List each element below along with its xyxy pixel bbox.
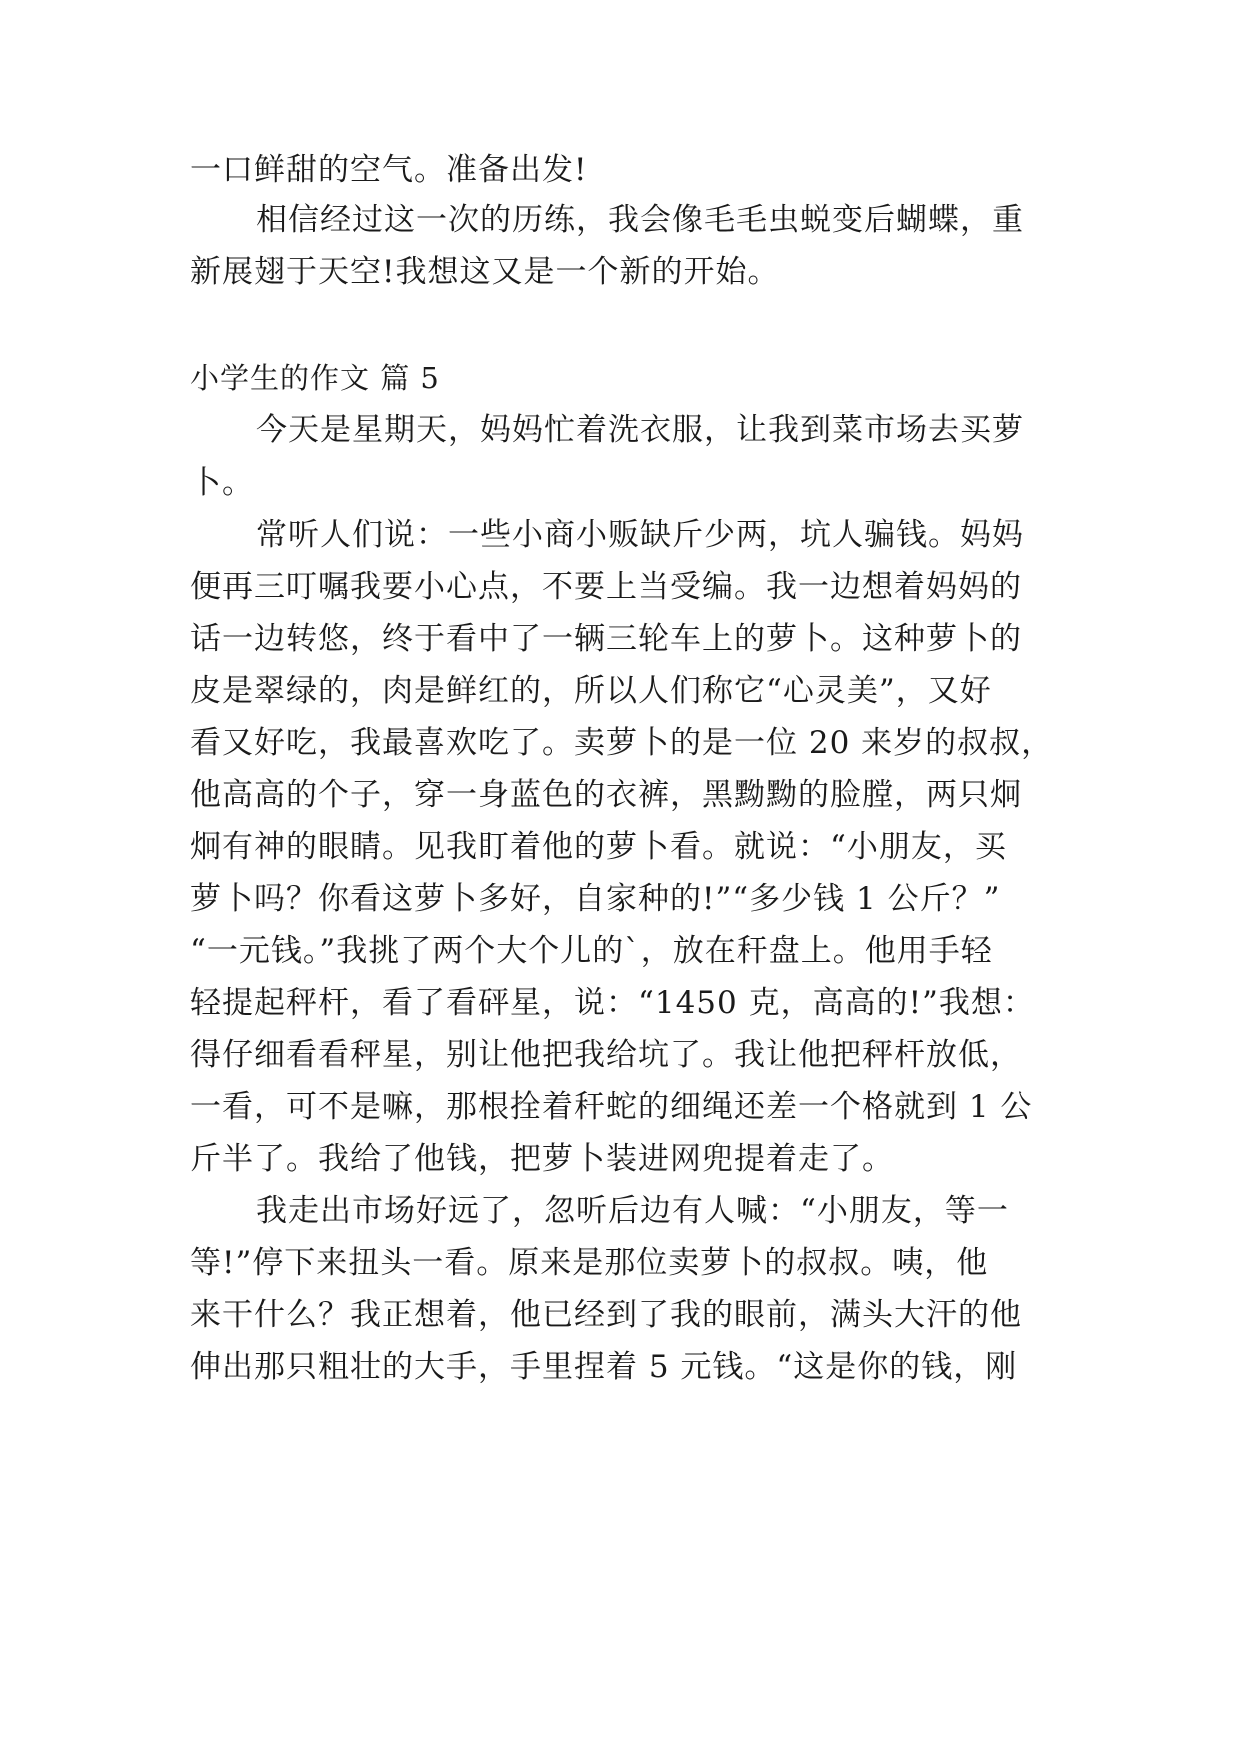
body-line: “一元钱。”我挑了两个大个儿的`，放在秆盘上。他用手轻 [190, 933, 993, 969]
body-line: 我走出市场好远了，忽听后边有人喊：“小朋友，等一 [256, 1193, 1009, 1229]
intro-line-1: 一口鲜甜的空气。准备出发! [190, 152, 588, 188]
body-line: 轻提起秤杆，看了看砰星，说：“1450 克，高高的!”我想： [190, 985, 1035, 1021]
body-line: 斤半了。我给了他钱，把萝卜装进网兜提着走了。 [190, 1141, 894, 1177]
body-line: 话一边转悠，终于看中了一辆三轮车上的萝卜。这种萝卜的 [190, 621, 1022, 657]
body-line: 得仔细看看秤星，别让他把我给坑了。我让他把秤杆放低， [190, 1037, 1022, 1073]
body-line: 看又好吃，我最喜欢吃了。卖萝卜的是一位 20 来岁的叔叔， [190, 725, 1054, 761]
body-line: 卜。 [190, 465, 254, 501]
body-line: 来干什么？我正想着，他已经到了我的眼前，满头大汗的他 [190, 1297, 1022, 1333]
body-line: 常听人们说：一些小商小贩缺斤少两，坑人骗钱。妈妈 [256, 517, 1024, 553]
body-line: 今天是星期天，妈妈忙着洗衣服，让我到菜市场去买萝 [256, 412, 1024, 448]
section-heading: 小学生的作文 篇 5 [190, 361, 440, 395]
body-line: 一看，可不是嘛，那根拴着秆蛇的细绳还差一个格就到 1 公 [190, 1089, 1033, 1125]
body-line: 皮是翠绿的，肉是鲜红的，所以人们称它“心灵美”，又好 [190, 673, 992, 709]
body-line: 萝卜吗？你看这萝卜多好，自家种的!”“多少钱 1 公斤？” [190, 881, 1001, 917]
body-line: 炯有神的眼睛。见我盯着他的萝卜看。就说：“小朋友，买 [190, 829, 1007, 865]
body-line: 伸出那只粗壮的大手，手里捏着 5 元钱。“这是你的钱，刚 [190, 1349, 1018, 1385]
body-line: 便再三叮嘱我要小心点，不要上当受编。我一边想着妈妈的 [190, 569, 1022, 605]
body-line: 他高高的个子，穿一身蓝色的衣裤，黑黝黝的脸膛，两只炯 [190, 777, 1022, 813]
body-line: 等!”停下来扭头一看。原来是那位卖萝卜的叔叔。咦，他 [190, 1245, 989, 1281]
intro-line-2: 相信经过这一次的历练，我会像毛毛虫蜕变后蝴蝶，重 [256, 202, 1024, 238]
intro-line-3: 新展翅于天空!我想这又是一个新的开始。 [190, 254, 780, 290]
